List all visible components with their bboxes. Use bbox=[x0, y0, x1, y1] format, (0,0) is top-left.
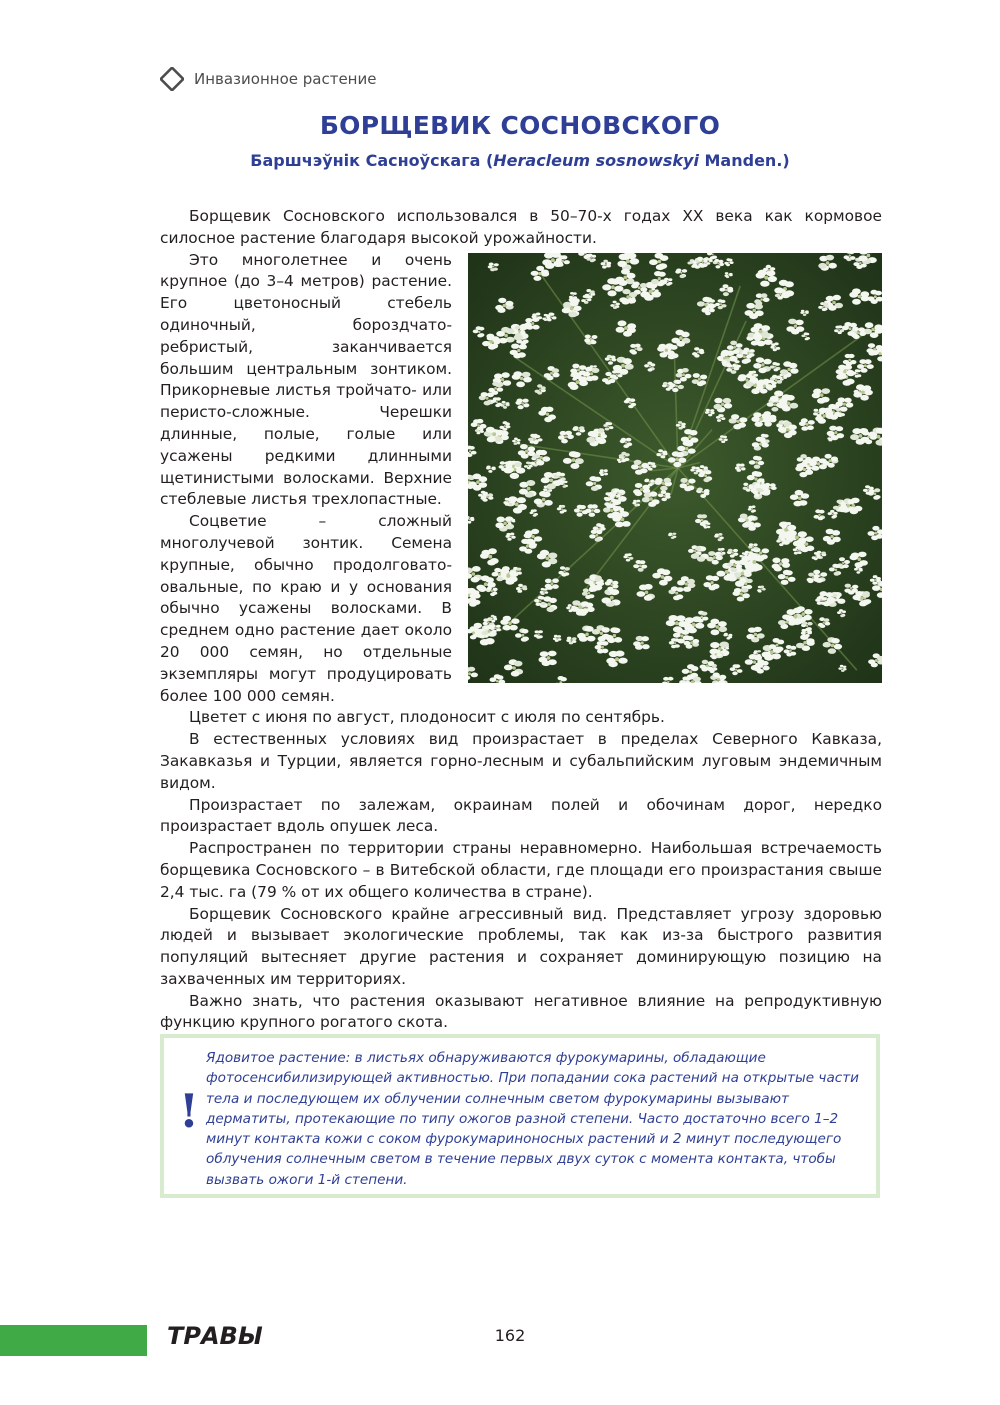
section-header bbox=[160, 66, 376, 92]
paragraph-9: Важно знать, что растения оказывают негативное влияние на репродуктивную функцию крупного рогатого скота. bbox=[160, 991, 882, 1032]
paragraph-6: Произрастает по залежам, окраинам полей и обочинам дорог, нередко произрастает вдоль опушек леса. bbox=[160, 795, 882, 836]
paragraph-1: Борщевик Сосновского использовался в 50–70-х годах XX века как кормовое силосное растение благодаря высокой урожайности. bbox=[160, 207, 882, 247]
footer-accent-bar bbox=[0, 1325, 147, 1356]
subtitle-author: Manden.) bbox=[698, 151, 790, 170]
subtitle-latin: Heracleum sosnowskyi bbox=[493, 151, 699, 170]
subtitle-belarusian: Баршчэўнік Сасноўскага ( bbox=[250, 151, 494, 170]
paragraph-5: В естественных условиях вид произрастает в пределах Северного Кавказа, Закавказья и Турции, является горно-лесным и субальпийским луговым эндемичным видом. bbox=[160, 730, 882, 792]
paragraph-2: Это многолетнее и очень крупное (до 3–4 метров) растение. Его цветоносный стебель одиночный, бороздчато-ребристый, заканчивается большим центральным зонтиком. Прикорневые листья тройчато- или перисто-сложные. Черешки длинные, полые, голые или усажены редкими длинными щетинистыми волосками. Верхние стеблевые листья трехлопастные. bbox=[160, 250, 452, 509]
warning-text: Ядовитое растение: в листьях обнаруживаются фурокумарины, обладающие фотосенсибилизирующей активностью. При попадании сока растений на открытые части тела и последующем их облучении солнечным светом фурокумарины вызывают дерматиты, протекающие по типу ожогов разной степени. Часто достаточно всего 1–2 минут контакта кожи с соком фурокумариноносных растений и 2 минут последующего облучения солнечным светом в течение первых двух суток с момента контакта, чтобы вызвать ожоги 1-й степени. bbox=[206, 1050, 860, 1188]
header-label: Инвазионное растение bbox=[194, 70, 377, 88]
page-title: БОРЩЕВИК СОСНОВСКОГО bbox=[319, 111, 721, 140]
paragraph-7: Распространен по территории страны неравномерно. Наибольшая встречаемость борщевика Сосновского – в Витебской области, где площади его произрастания свыше 2,4 тыс. га (79 % от их общего количества в стране). bbox=[160, 839, 882, 901]
page-number: 162 bbox=[494, 1326, 526, 1345]
footer-section-label: ТРАВЫ bbox=[167, 1322, 263, 1350]
diamond-icon bbox=[160, 67, 184, 91]
article-body bbox=[160, 206, 882, 1034]
paragraph-8: Борщевик Сосновского крайне агрессивный вид. Представляет угрозу здоровью людей и вызывает экологические проблемы, так как из-за быстрого развития популяций вытесняет другие растения и сохраняет доминирующую позицию на захваченных им территориях. bbox=[160, 904, 882, 988]
exclamation-icon: ! bbox=[178, 1084, 200, 1138]
hogweed-flower-photo bbox=[468, 253, 882, 683]
page-subtitle bbox=[160, 151, 880, 170]
paragraph-4: Цветет с июня по август, плодоносит с июля по сентябрь. bbox=[189, 708, 665, 727]
paragraph-3: Соцветие – сложный многолучевой зонтик. Семена крупные, обычно продолговато-овальные, по краю и у основания обычно усажены волосками. В среднем одно растение дает около 20 000 семян, но отдельные экземпляры могут продуцировать более 100 000 семян. bbox=[160, 512, 452, 705]
warning-box bbox=[160, 1034, 880, 1198]
